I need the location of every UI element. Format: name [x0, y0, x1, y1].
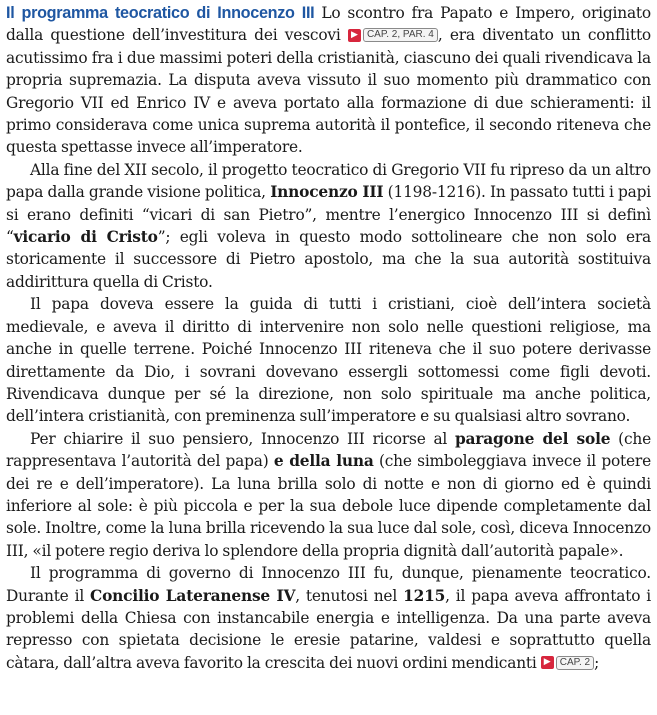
paragraph-5-text-c: , tenutosi nel — [295, 586, 404, 605]
paragraph-2-text-d: ”; egli voleva in questo modo sottolineare che non solo era storicamente il successore di Pietro apostolo, ma che la sua autorità sostituiva addirittura quella di Cristo. — [6, 228, 651, 291]
cross-reference-label-2: CAP. 2 — [556, 656, 594, 670]
paragraph-2-text-a: Alla fine del XII secolo, il progetto teocratico di Gregorio VII fu ripreso da un altro papa dalla grande visione politica, — [6, 160, 651, 202]
paragraph-2 — [6, 159, 651, 293]
paragraph-5-text-d: , il papa aveva affrontato i problemi della Chiesa con instancabile energia e intelligenza. Da una parte aveva represso con spietata decisione le eresie patarine, valdesi e soprattutto quella càtara, dall’altra aveva favorito la crescita dei nuovi ordini mendicanti — [6, 586, 652, 672]
paragraph-4-text-a: Per chiarire il suo pensiero, Innocenzo III ricorse al — [30, 429, 455, 448]
paragraph-4 — [6, 428, 651, 562]
cross-reference-label: CAP. 2, PAR. 4 — [363, 28, 438, 42]
cross-reference-link[interactable] — [348, 27, 438, 42]
paragraph-5 — [6, 562, 651, 674]
paragraph-3-text: Il papa doveva essere la guida di tutti i cristiani, cioè dell’intera società medievale, e aveva il diritto di intervenire non solo nelle questioni religiose, ma anche in quelle terrene. Poiché Innocenzo III riteneva che il suo potere derivasse direttamente da Dio, i sovrani dovevano essergli sottomessi come figli devoti. Rivendicava dunque per sé la direzione, non solo spirituale ma anche politica, dell’intera cristianità, con preminenza sull’imperatore e su qualsiasi altro sovrano. — [6, 295, 651, 426]
arrow-right-icon: ▶ — [541, 656, 554, 669]
paragraph-3 — [6, 293, 651, 427]
arrow-right-icon: ▶ — [348, 29, 361, 42]
section-heading: Il programma teocratico di Innocenzo III — [6, 4, 315, 22]
paragraph-4-text-d: (che simboleggiava invece il potere dei re e dell’imperatore). La luna brilla solo di notte e non di giorno ed è quindi inferiore al sole: è più piccola e per la sua debole luce dipende completamente dal sole. Inoltre, come la luna brilla ricevendo la sua luce dal sole, così, diceva Innocenzo III, «il potere regio deriva lo splendore della propria dignità dall’autorità papale». — [6, 452, 651, 560]
paragraph-5-text-e: ; — [594, 653, 600, 672]
paragraph-1-text-b: , era diventato un conflitto acutissimo fra i due massimi poteri della cristianità, ciascuno dei quali rivendicava la propria supremazia. La disputa aveva vissuto il suo momento più drammatico con Gregorio VII ed Enrico IV e aveva portato alla formazione di due schieramenti: il primo considerava come unica suprema autorità il pontefice, il secondo riteneva che questa spettasse invece all’imperatore. — [6, 26, 651, 157]
bold-term-concilio: Concilio Lateranense IV — [90, 586, 296, 605]
paragraph-4-text-c: (che rappresentava l’autorità del papa) — [6, 429, 652, 471]
cross-reference-link-2[interactable] — [541, 655, 594, 670]
paragraph-2-text-c: (1198-1216). In passato tutti i papi si erano definiti “vicari di san Pietro”, mentre l’energico Innocenzo III si definì “ — [6, 183, 652, 247]
paragraph-5-text-a: Il programma di governo di Innocenzo III fu, dunque, pienamente teocratico. Durante il — [6, 564, 651, 605]
paragraph-1-text-a: Lo scontro fra Papato e Impero, originato dalla questione dell’investitura dei vescovi — [6, 4, 651, 45]
bold-term-sole: paragone del sole — [454, 429, 611, 448]
bold-term-luna: e della luna — [273, 452, 374, 471]
paragraph-1 — [6, 2, 651, 159]
bold-term-vicario: vicario di Cristo — [13, 228, 158, 247]
bold-term-innocenzo: Innocenzo III — [270, 183, 384, 202]
bold-term-year: 1215 — [403, 586, 446, 605]
